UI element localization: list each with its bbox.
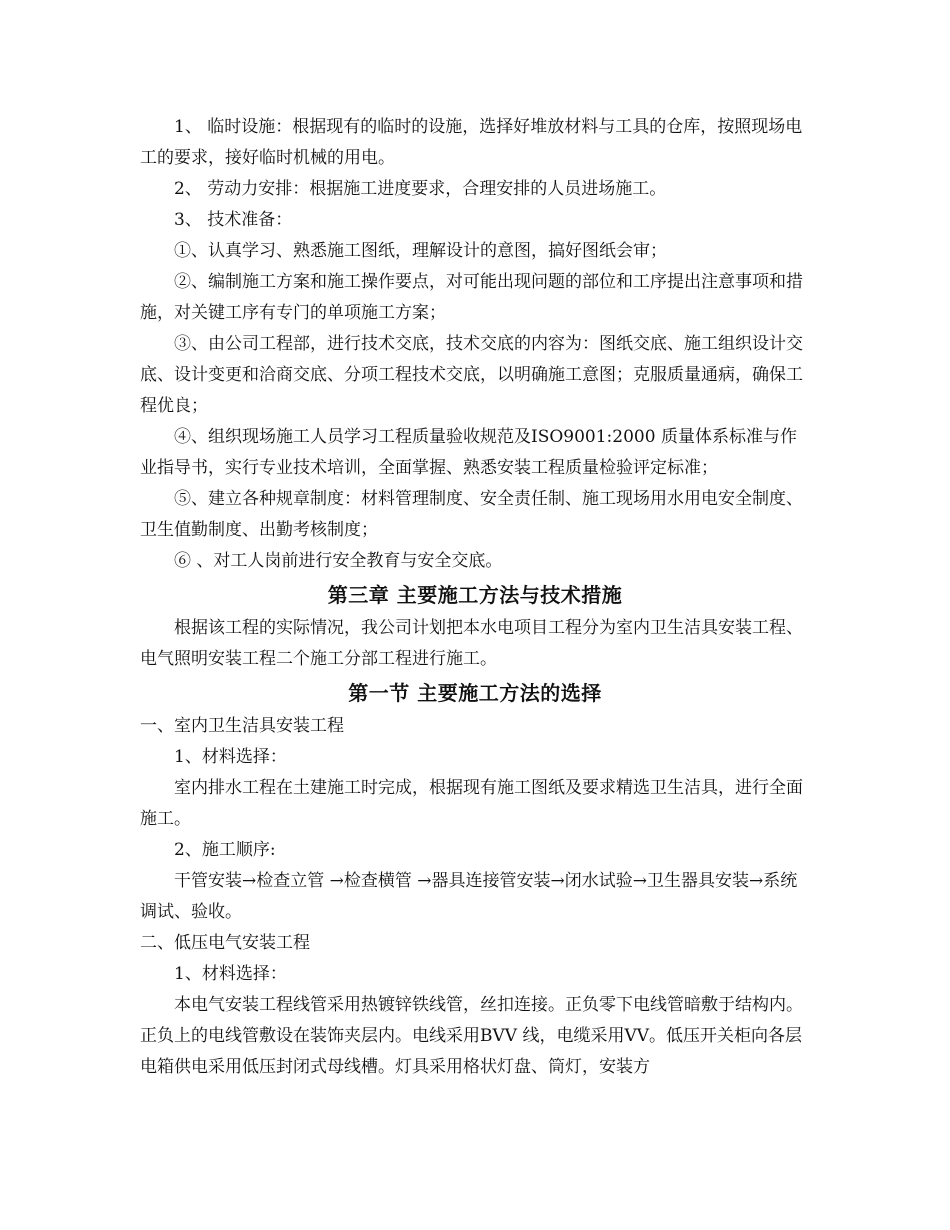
document-body [140, 112, 810, 1083]
sanitary-construction-sequence-label: 2、施工顺序: [174, 840, 276, 860]
electrical-material-selection-text: 本电气安装工程线管采用热镀锌铁线管，丝扣连接。正负零下电线管暗敷于结构内。正负上的电线管敷设在装饰夹层内。电线采用BVV 线，电缆采用VV。低压开关柜向各层电箱供电采用低压封闭式母线槽。灯具采用格状灯盘、筒灯，安装方 [140, 995, 803, 1077]
subsection-low-voltage-electrical: 二、低压电气安装工程 [140, 933, 310, 953]
subsection-sanitary-installation: 一、室内卫生洁具安装工程 [140, 716, 344, 736]
electrical-material-selection-label: 1、材料选择： [174, 964, 287, 984]
chapter-heading: 第三章 主要施工方法与技术措施 [327, 583, 623, 607]
sanitary-material-selection-text: 室内排水工程在土建施工时完成，根据现有施工图纸及要求精选卫生洁具，进行全面施工。 [140, 778, 803, 829]
tech-prep-step-5: ⑤、建立各种规章制度：材料管理制度、安全责任制、施工现场用水用电安全制度、卫生值勤制度、出勤考核制度； [140, 489, 803, 540]
tech-prep-step-3: ③、由公司工程部，进行技术交底，技术交底的内容为：图纸交底、施工组织设计交底、设计变更和洽商交底、分项工程技术交底，以明确施工意图；克服质量通病，确保工程优良； [140, 334, 803, 416]
section-heading: 第一节 主要施工方法的选择 [348, 681, 602, 705]
item-temporary-facilities: 1、 临时设施：根据现有的临时的设施，选择好堆放材料与工具的仓库，按照现场电工的要求，接好临时机械的用电。 [140, 117, 803, 168]
tech-prep-step-4: ④、组织现场施工人员学习工程质量验收规范及ISO9001:2000 质量体系标准与作业指导书，实行专业技术培训，全面掌握、熟悉安装工程质量检验评定标准； [140, 427, 797, 478]
chapter-intro-paragraph: 根据该工程的实际情况，我公司计划把本水电项目工程分为室内卫生洁具安装工程、电气照明安装工程二个施工分部工程进行施工。 [140, 618, 803, 669]
tech-prep-step-2: ②、编制施工方案和施工操作要点，对可能出现问题的部位和工序提出注意事项和措施，对关键工序有专门的单项施工方案； [140, 272, 803, 323]
item-labor-arrangement: 2、 劳动力安排：根据施工进度要求，合理安排的人员进场施工。 [174, 179, 667, 199]
tech-prep-step-1: ①、认真学习、熟悉施工图纸，理解设计的意图，搞好图纸会审； [174, 241, 667, 261]
sanitary-material-selection-label: 1、材料选择： [174, 747, 287, 767]
item-technical-preparation: 3、 技术准备： [174, 210, 293, 230]
sanitary-construction-sequence-text: 干管安装→检查立管 →检查横管 →器具连接管安装→闭水试验→卫生器具安装→系统调试、验收。 [140, 871, 798, 922]
tech-prep-step-6: ⑥ 、对工人岗前进行安全教育与安全交底。 [174, 551, 503, 571]
